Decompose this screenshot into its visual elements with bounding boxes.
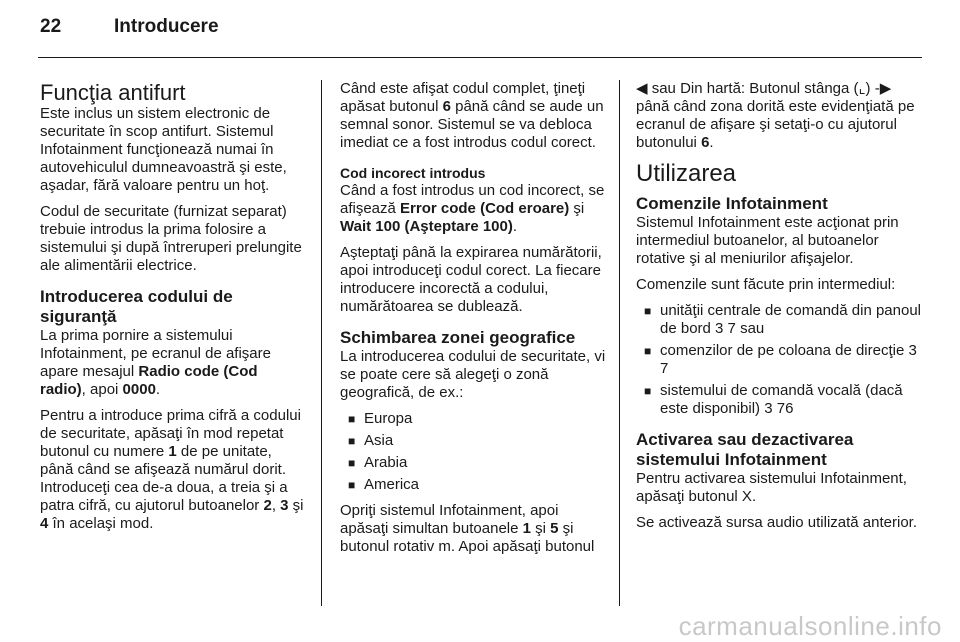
paragraph: Aşteptaţi până la expirarea numărătorii, apoi introduceţi codul corect. La fiecare introducere incorectă a codului, numărătoarea se dublează. xyxy=(340,244,602,315)
paragraph: Se activează sursa audio utilizată anterior. xyxy=(636,514,917,531)
watermark: carmanualsonline.info xyxy=(678,611,942,641)
column-divider-1 xyxy=(321,80,322,606)
heading-schimbarea-zonei: Schimbarea zonei geografice xyxy=(340,328,576,347)
list-item: ■ Europa xyxy=(348,410,413,427)
list-item: ■ Asia xyxy=(348,432,394,449)
heading-introducerea-codului: Introducerea codului de siguranţă xyxy=(40,287,233,326)
column-1 xyxy=(40,80,306,541)
left-arrow-icon: ◀ xyxy=(636,80,648,97)
paragraph: Când a fost introdus un cod incorect, se afişează Error code (Cod eroare) şi Wait 100 (Aşteptare 100). xyxy=(340,182,605,235)
heading-cod-incorect: Cod incorect introdus xyxy=(340,165,486,181)
list-item: ■ Arabia xyxy=(348,454,408,471)
list-item: ■ sistemului de comandă vocală (dacă este disponibil) 3 76 xyxy=(644,382,903,417)
power-icon: X xyxy=(741,488,752,505)
right-arrow-icon: -▶ xyxy=(874,80,892,97)
paragraph: Este inclus un sistem electronic de securitate în scop antifurt. Sistemul Infotainment funcţionează numai în autovehiculul dumneavoastră şi este, aşadar, fără valoare pentru un hoţ. xyxy=(40,105,287,194)
column-2 xyxy=(340,80,610,564)
page-ref: 3 76 xyxy=(764,400,794,417)
paragraph: Comenzile sunt făcute prin intermediul: xyxy=(636,276,896,293)
header-rule xyxy=(38,57,922,58)
paragraph: Pentru a introduce prima cifră a codului de securitate, apăsaţi în mod repetat butonul cu numere 1 de pe unitate, până când se afişează numărul dorit. Introduceţi cea de-a doua, a treia şi a patra cifră, cu ajutorul butoanelor 2, 3 şi 4 în acelaşi mod. xyxy=(40,407,304,532)
paragraph: Sistemul Infotainment este acţionat prin intermediul butoanelor, al butoanelor rotative şi al meniurilor afişajelor. xyxy=(636,214,899,267)
paragraph: La introducerea codului de securitate, vi se poate cere să alegeţi o zonă geografică, de ex.: xyxy=(340,348,606,401)
heading-antifurt: Funcţia antifurt xyxy=(40,80,186,105)
list-item: ■ comenzilor de pe coloana de direcţie 3 7 xyxy=(644,342,917,377)
paragraph: Când este afişat codul complet, ţineţi apăsat butonul 6 până când se aude un semnal sonor. Sistemul se va debloca imediat ce a fost introdus codul corect. xyxy=(340,80,604,151)
list-item: ■ unităţii centrale de comandă din panoul de bord 3 7 sau xyxy=(644,302,922,337)
controls-list xyxy=(636,302,922,418)
paragraph: ◀ sau Din hartă: Butonul stânga (⌞) -▶ până când zona dorită este evidenţiată pe ecranul de afişare şi setaţi-o cu ajutorul butonului 6. xyxy=(636,80,915,151)
list-item: ■ America xyxy=(348,476,420,493)
page-ref: 3 7 xyxy=(660,342,917,377)
column-divider-2 xyxy=(619,80,620,606)
heading-activarea: Activarea sau dezactivarea sistemului Infotainment xyxy=(636,430,854,469)
page-number: 22 xyxy=(40,16,62,37)
column-3 xyxy=(636,80,922,540)
chapter-title: Introducere xyxy=(114,16,219,37)
heading-utilizarea: Utilizarea xyxy=(636,160,737,187)
paragraph: Codul de securitate (furnizat separat) trebuie introdus la prima folosire a sistemului şi după întreruperi prelungite ale alimentării electrice. xyxy=(40,203,302,274)
paragraph: Pentru activarea sistemului Infotainment, apăsaţi butonul X. xyxy=(636,470,907,505)
page-ref: 3 7 sau xyxy=(715,320,765,337)
heading-comenzile: Comenzile Infotainment xyxy=(636,194,828,213)
zone-list xyxy=(340,410,610,494)
corner-icon: ⌞ xyxy=(858,80,866,97)
paragraph: La prima pornire a sistemului Infotainment, pe ecranul de afişare apare mesajul Radio code (Cod radio), apoi 0000. xyxy=(40,327,271,398)
rotary-knob-icon: m xyxy=(438,538,451,555)
paragraph: Opriţi sistemul Infotainment, apoi apăsaţi simultan butoanele 1 şi 5 şi butonul rotativ m. Apoi apăsaţi butonul xyxy=(340,502,595,555)
